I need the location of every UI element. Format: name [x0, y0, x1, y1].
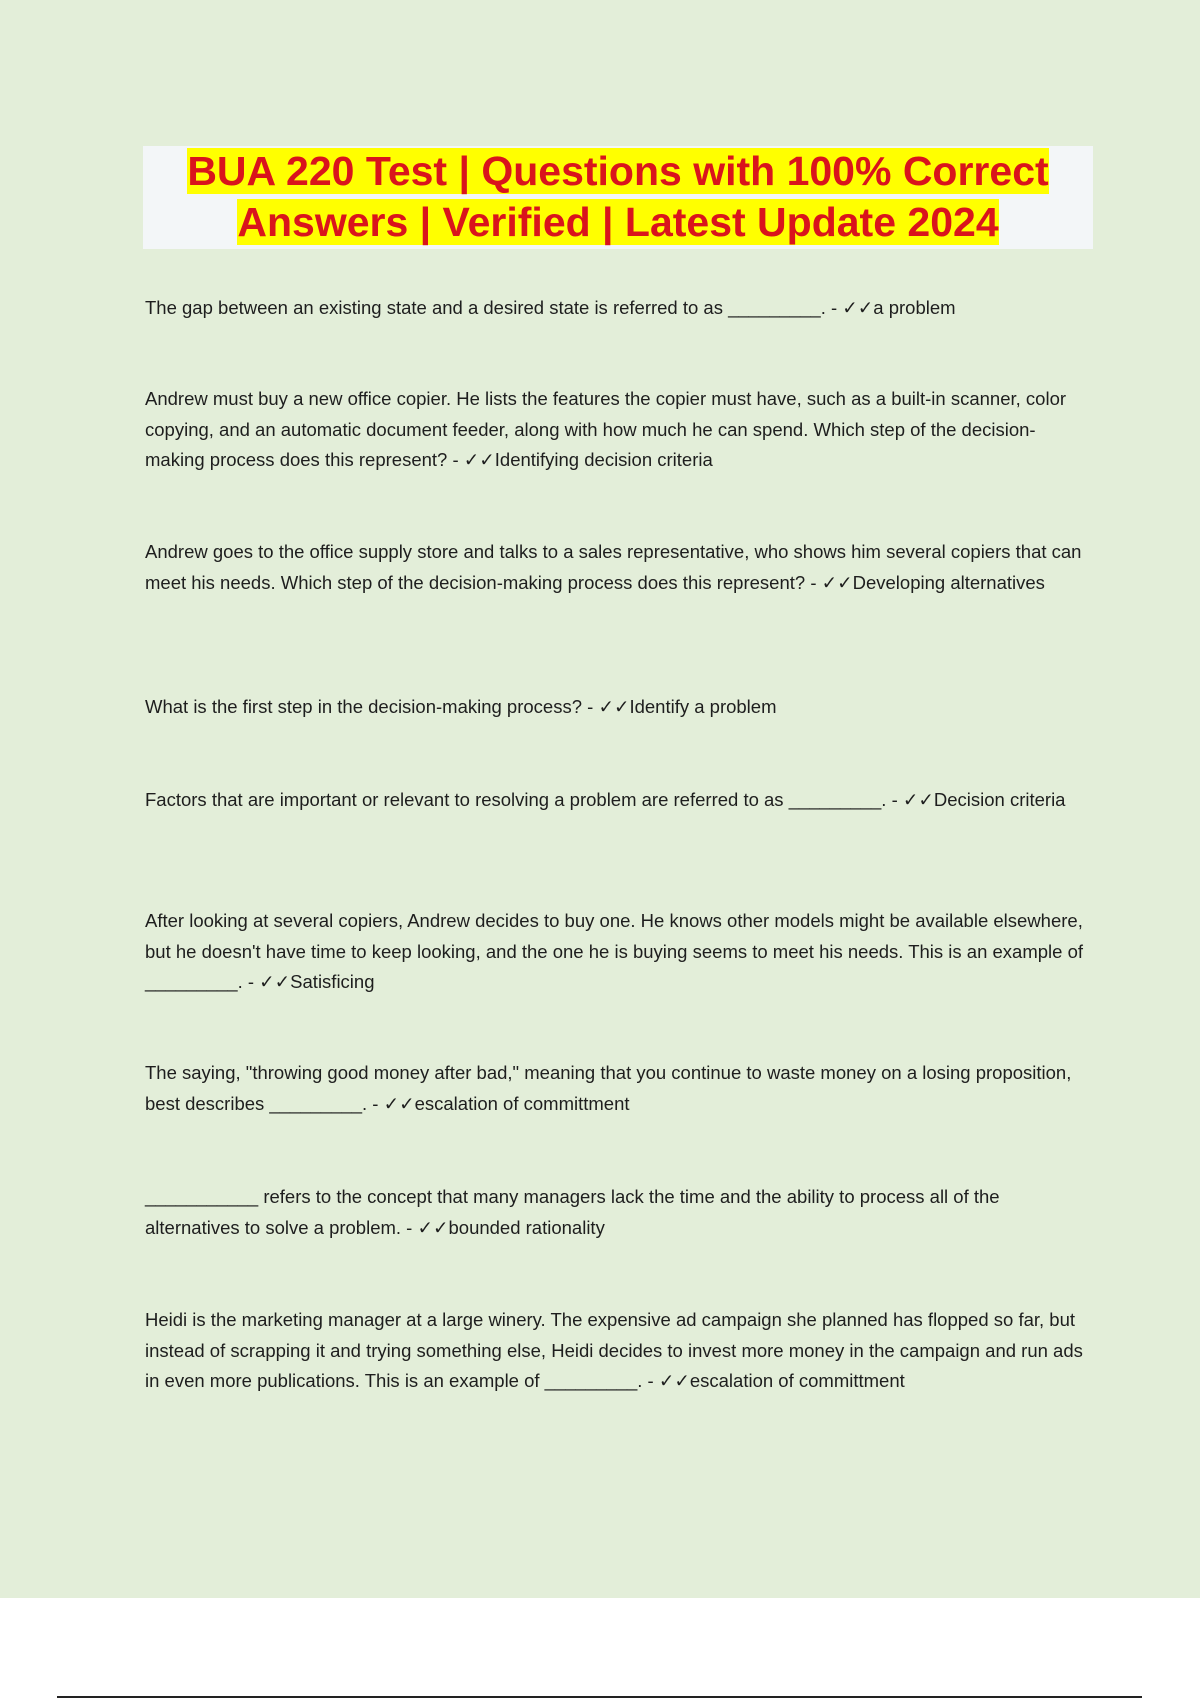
qa-item-9: Heidi is the marketing manager at a large winery. The expensive ad campaign she planned has flopped so far, but instead of scrapping it and trying something else, Heidi decides to invest more money in the campaign and run ads in even more publications. This is an example of _________. - ✓✓escalation of committment: [145, 1309, 1083, 1391]
title-line-2: Answers | Verified | Latest Update 2024: [237, 199, 999, 245]
qa-item-7: The saying, "throwing good money after bad," meaning that you continue to waste money on a losing proposition, best describes _________. - ✓✓escalation of committment: [145, 1062, 1072, 1114]
qa-item-2: Andrew must buy a new office copier. He lists the features the copier must have, such as a built-in scanner, color copying, and an automatic document feeder, along with how much he can spend. Which step of the decision-making process does this represent? - ✓✓Identifying decision criteria: [145, 388, 1067, 470]
qa-item-4: What is the first step in the decision-making process? - ✓✓Identify a problem: [145, 696, 777, 717]
qa-item-1: The gap between an existing state and a desired state is referred to as _________. - ✓✓a problem: [145, 297, 956, 318]
qa-item-5: Factors that are important or relevant to resolving a problem are referred to as _________. - ✓✓Decision criteria: [145, 789, 1066, 810]
qa-item-6: After looking at several copiers, Andrew decides to buy one. He knows other models might be available elsewhere, but he doesn't have time to keep looking, and the one he is buying seems to meet his needs. This is an example of _________. - ✓✓Satisficing: [145, 910, 1084, 992]
qa-item-3: Andrew goes to the office supply store and talks to a sales representative, who shows him several copiers that can meet his needs. Which step of the decision-making process does this represent? - ✓✓Developing alternatives: [145, 541, 1082, 593]
qa-item-8: ___________ refers to the concept that many managers lack the time and the ability to process all of the alternatives to solve a problem. - ✓✓bounded rationality: [145, 1186, 1000, 1238]
footer-divider: [57, 1696, 1142, 1698]
document-title: [143, 146, 1093, 249]
title-line-1: BUA 220 Test | Questions with 100% Correct: [187, 148, 1049, 194]
